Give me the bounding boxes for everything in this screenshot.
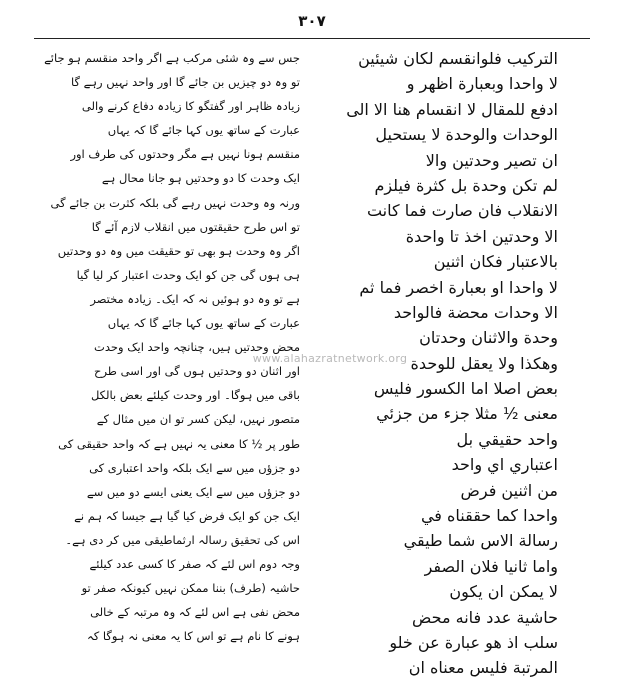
arabic-text-line: التركيب فلوانقسم لكان شيئين xyxy=(358,49,558,68)
urdu-text-line: جس سے وہ شئی مرکب ہے اگر واحد منقسم ہو جائے xyxy=(44,51,300,65)
urdu-text-line: محض نفی ہے اس لئے کہ وہ مرتبہ کے خالی xyxy=(90,605,300,620)
urdu-translation-column xyxy=(44,46,300,648)
urdu-text-line: عبارت کے ساتھ یوں کہا جائے گا کہ یہاں xyxy=(107,316,300,331)
arabic-text-line: لم تكن وحدة بل كثرة فيلزم xyxy=(374,175,558,195)
arabic-text-line: لا واحدا او بعبارة اخصر فما ثم xyxy=(359,277,558,297)
arabic-text-line: من اثنين فرض xyxy=(460,480,558,500)
arabic-text-line: المرتبة فليس معناه ان xyxy=(408,658,558,678)
urdu-text-line: منقسم ہونا نہیں ہے مگر وحدتوں کی طرف اور xyxy=(70,147,300,162)
urdu-text-line: باقی میں ہوگا۔ اور وحدت کیلئے بعض بالکل xyxy=(90,388,300,403)
arabic-text-line: الا وحدتين اخذ تا واحدة xyxy=(405,226,558,246)
urdu-text-line: دو جزؤں میں سے ایک یعنی ایسے دو میں سے xyxy=(86,484,300,499)
urdu-text-line: ہے تو وہ دو ہوئیں نہ کہ ایک۔ زیادہ مختصر xyxy=(90,291,300,306)
arabic-text-line: وحدة والاثنان وحدتان xyxy=(419,328,558,348)
urdu-text-line: ہی ہوں گی جن کو ایک وحدت اعتبار کر لیا گیا xyxy=(76,267,300,282)
arabic-text-line: واحد حقيقي بل xyxy=(456,429,558,449)
watermark: www.alahazratnetwork.org xyxy=(252,352,408,365)
arabic-text-line: الوحدات والوحدة لا يستحيل xyxy=(375,125,558,145)
arabic-text-line: حاشية عدد فانه محض xyxy=(412,607,558,627)
urdu-text-line: ایک وحدت کا دو وحدتیں ہو جانا محال ہے xyxy=(101,171,300,186)
urdu-text-line: ہونے کا نام ہے تو اس کا یہ معنی نہ ہوگا کہ xyxy=(87,629,300,644)
urdu-text-line: ورنہ وہ وحدت نہیں رہے گی بلکہ کثرت بن جائے گی xyxy=(50,195,300,210)
urdu-text-line: اس کی تحقیق رسالہ ارثماطیقی میں کر دی ہے۔ xyxy=(65,532,300,547)
arabic-text-line: لا يمكن ان يكون xyxy=(449,582,558,602)
arabic-text-line: وهكذا ولا يعقل للوحدة xyxy=(410,353,558,373)
urdu-text-line: تو وہ دو چیزیں بن جائے گا اور واحد نہیں رہے گا xyxy=(70,75,300,90)
arabic-text-line: بالاعتبار فكان اثنين xyxy=(433,252,558,272)
arabic-text-line: واحدا كما حققناه في xyxy=(420,506,558,526)
urdu-text-line: عبارت کے ساتھ یوں کہا جائے گا کہ یہاں xyxy=(107,123,300,138)
arabic-text-line: لا واحدا وبعبارة اظهر و xyxy=(406,74,558,94)
urdu-text-line: محض وحدتیں ہیں، چنانچہ واحد ایک وحدت xyxy=(94,340,300,355)
arabic-text-line: ان تصير وحدتين والا xyxy=(425,150,558,170)
urdu-text-line: ایک جن کو ایک فرض کیا گیا ہے جیسا کہ ہم نے xyxy=(74,508,300,523)
page-number: ۳۰۷ xyxy=(298,12,326,30)
urdu-text-line: وجہ دوم اس لئے کہ صفر کا کسی عدد کیلئے xyxy=(89,556,300,571)
arabic-text-line: ادفع للمقال لا انقسام هنا الا الى xyxy=(346,99,558,119)
header-rule xyxy=(34,38,590,39)
arabic-text-line: سلب اذ هو عبارة عن خلو xyxy=(389,632,558,652)
urdu-text-line: دو جزؤں میں سے ایک بلکہ واحد اعتباری کی xyxy=(89,460,300,475)
urdu-text-line: اور اثنان دو وحدتیں ہوں گی اور اسی طرح xyxy=(94,364,300,379)
urdu-text-line: تو اس طرح حقیقتوں میں انقلاب لازم آئے گا xyxy=(91,219,300,234)
arabic-text-line: الانقلاب فان صارت فما كانت xyxy=(366,201,558,221)
urdu-text-line: اگر وہ وحدت ہو بھی تو حقیقت میں وہ دو وحدتیں xyxy=(57,243,300,258)
urdu-text-line: حاشیہ (طرف) بننا ممکن نہیں کیونکہ صفر تو xyxy=(81,581,300,596)
urdu-text-line: طور پر ½ کا معنی یہ نہیں ہے کہ واحد حقیقی کی xyxy=(58,436,300,451)
urdu-text-line: زیادہ ظاہر اور گفتگو کا زیادہ دفاع کرنے والی xyxy=(81,99,300,114)
arabic-text-line: واما ثانيا فلان الصفر xyxy=(424,556,558,576)
arabic-text-line: معنى ½ مثلا جزء من جزئي xyxy=(376,404,558,424)
arabic-text-line: الا وحدات محضة فالواحد xyxy=(393,302,558,322)
arabic-text-line: اعتباري اي واحد xyxy=(451,455,558,475)
arabic-text-line: رسالة الاس شما طيقي xyxy=(403,531,558,551)
arabic-text-line: بعض اصلا اما الكسور فليس xyxy=(373,379,558,399)
urdu-text-line: متصور نہیں، لیکن کسر تو ان میں مثال کے xyxy=(96,412,300,427)
